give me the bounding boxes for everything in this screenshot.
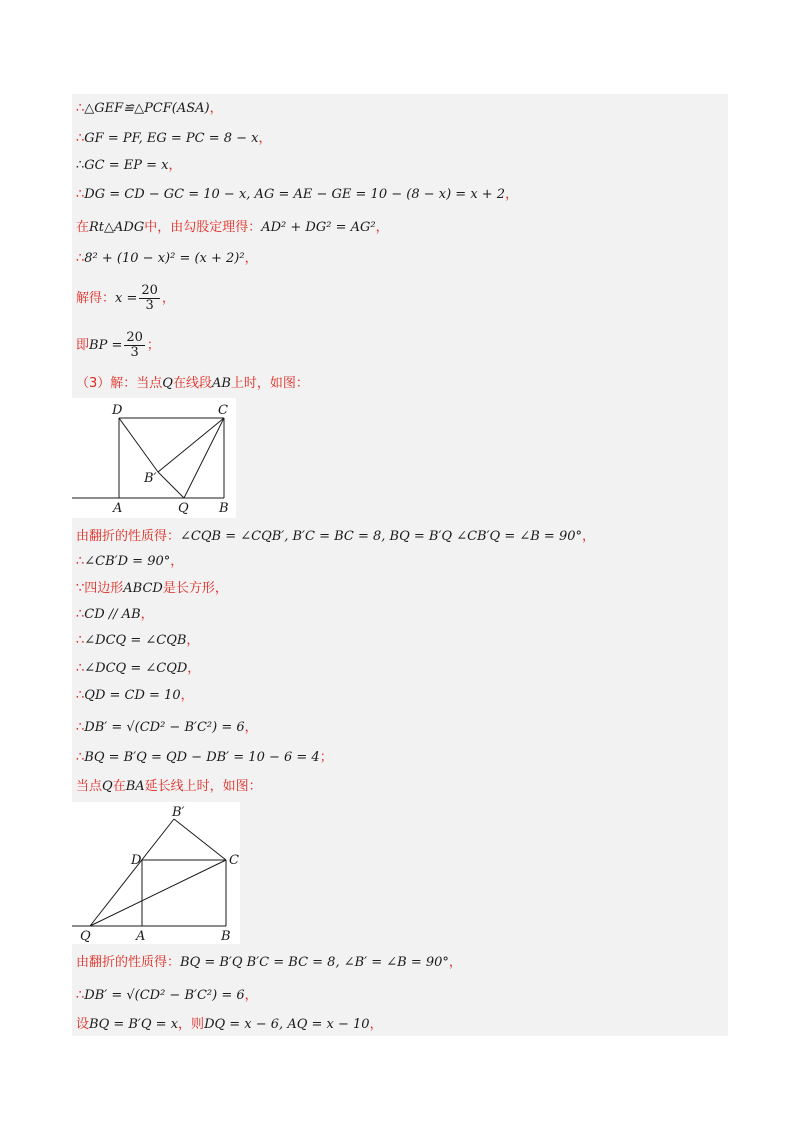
solution-line: 解得：x = $\frac{20}{3}$ ，	[76, 283, 175, 313]
solution-line: ∴DB′ = √(CD² − B′C²) = 6，	[76, 988, 258, 1003]
fraction: $\frac{20}{3}$	[141, 283, 158, 313]
label-Q: Q	[80, 929, 91, 944]
label-A: A	[136, 929, 146, 944]
solution-line: ∴∠DCQ = ∠CQB，	[76, 633, 200, 648]
solution-line: ∴BQ = B′Q = QD − DB′ = 10 − 6 = 4；	[76, 750, 333, 765]
solution-line: ∴∠DCQ = ∠CQD，	[76, 661, 201, 676]
solution-line: 当点Q在BA延长线上时，如图：	[76, 779, 262, 794]
solution-line: 由翻折的性质得：∠CQB = ∠CQB′, B′C = BC = 8, BQ = B′Q ∠CB′Q = ∠B = 90°，	[76, 529, 596, 544]
label-B-prime: B′	[144, 471, 157, 486]
solution-line: ∴8² + (10 − x)² = (x + 2)²，	[76, 251, 258, 266]
solution-line: ∵四边形ABCD是长方形，	[76, 581, 228, 596]
label-B-prime: B′	[172, 805, 185, 820]
label-D: D	[112, 403, 123, 418]
solution-line: ∴QD = CD = 10，	[76, 688, 194, 703]
solution-line: ∴DG = CD − GC = 10 − x, AG = AE − GE = 10 − (8 − x) = x + 2，	[76, 187, 519, 202]
label-C: C	[218, 403, 228, 418]
label-D: D	[131, 853, 142, 868]
solution-line: 由翻折的性质得：BQ = B′Q B′C = BC = 8, ∠B′ = ∠B = 90°，	[76, 955, 462, 970]
solution-line: ∴△GEF≌△PCF(ASA)，	[76, 101, 223, 116]
label-Q: Q	[178, 501, 189, 516]
label-B: B	[221, 929, 231, 944]
label-B: B	[219, 501, 229, 516]
solution-line: ∴GC = EP = x，	[76, 158, 182, 173]
solution-line: 在Rt△ADG中，由勾股定理得：AD² + DG² = AG²，	[76, 220, 389, 235]
label-A: A	[113, 501, 123, 516]
label-C: C	[229, 853, 239, 868]
solution-line: ∴∠CB′D = 90°，	[76, 554, 184, 569]
solution-line: ∴GF = PF, EG = PC = 8 − x，	[76, 131, 272, 146]
solution-line: （3）解：当点Q在线段AB上时，如图：	[76, 376, 309, 391]
figure-q-on-extension	[72, 802, 240, 944]
solution-line: 设BQ = B′Q = x，则DQ = x − 6, AQ = x − 10，	[76, 1017, 383, 1032]
solution-line: ∴CD // AB，	[76, 607, 154, 622]
solution-line: ∴DB′ = √(CD² − B′C²) = 6，	[76, 720, 258, 735]
solution-line: 即BP = $\frac{20}{3}$ ；	[76, 330, 160, 360]
fraction: $\frac{20}{3}$	[126, 330, 143, 360]
figure-q-on-segment	[72, 398, 236, 518]
